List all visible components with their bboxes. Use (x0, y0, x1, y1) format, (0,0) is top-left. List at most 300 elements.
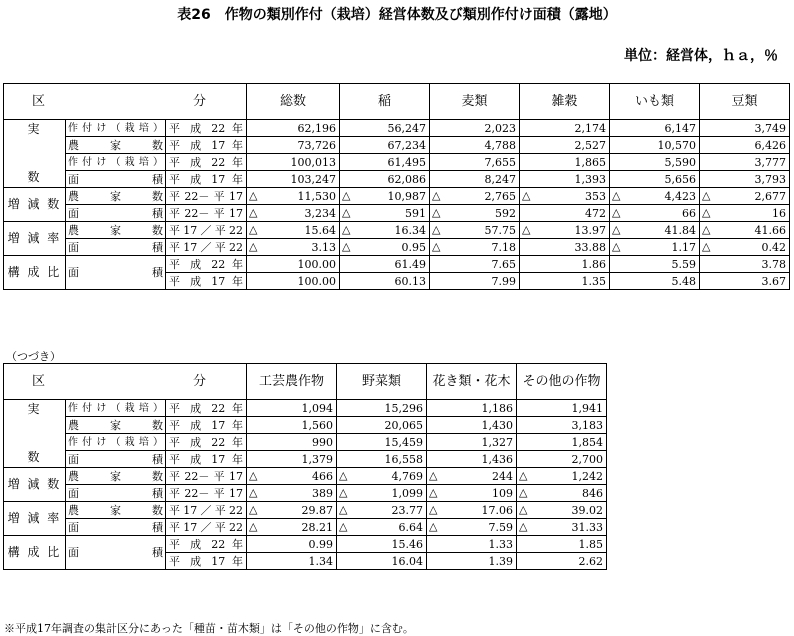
data-cell (520, 120, 610, 137)
data-cell (247, 273, 340, 290)
data-cell (337, 502, 427, 519)
cell-value: 6,147 (664, 121, 697, 135)
cell-value: 7.99 (491, 274, 517, 288)
cell-value: 103,247 (290, 172, 337, 186)
cell-value: 15,296 (384, 401, 424, 415)
row-label: 作付け（栽培） (66, 434, 166, 451)
data-cell (337, 417, 427, 434)
data-cell (427, 451, 517, 468)
data-cell (520, 239, 610, 256)
data-cell (247, 468, 337, 485)
row-label: 作付け（栽培） (66, 154, 166, 171)
data-cell (517, 485, 607, 502)
data-cell (340, 137, 430, 154)
cell-value: 3,793 (754, 172, 787, 186)
cell-value: 2.62 (578, 554, 604, 568)
year-label: 平 成 17 年 (166, 273, 247, 290)
data-cell (427, 468, 517, 485)
data-cell (247, 519, 337, 536)
cell-value: 39.02 (571, 503, 604, 517)
cell-value: 1.86 (581, 257, 607, 271)
cell-value: 100,013 (290, 155, 337, 169)
data-cell (610, 171, 700, 188)
data-cell (247, 205, 340, 222)
negative-marker: △ (429, 503, 438, 516)
cell-value: 61.49 (394, 257, 427, 271)
data-cell (430, 239, 520, 256)
table-row (4, 519, 607, 536)
cell-value: 20,065 (384, 418, 424, 432)
data-cell (610, 239, 700, 256)
footnote: ※平成17年調査の集計区分にあった「種苗・苗木類」は「その他の作物」に含む。 (4, 622, 414, 635)
negative-marker: △ (519, 503, 528, 516)
column-header: 稲 (340, 84, 430, 120)
cell-value: 1,327 (481, 435, 514, 449)
year-label: 平 成 22 年 (166, 400, 247, 417)
cell-value: 15.46 (391, 537, 424, 551)
cell-value: 5.59 (671, 257, 697, 271)
year-label: 平22－平17 (166, 205, 247, 222)
cell-value: 3,234 (304, 206, 337, 220)
table-row (4, 485, 607, 502)
negative-marker: △ (249, 206, 258, 219)
data-cell (247, 400, 337, 417)
data-cell (430, 154, 520, 171)
data-cell (517, 400, 607, 417)
data-cell (700, 205, 790, 222)
negative-marker: △ (432, 223, 441, 236)
cont-header-row (4, 364, 607, 400)
data-cell (430, 188, 520, 205)
header-bun: 分 (66, 84, 247, 120)
header-ku: 区 (4, 84, 66, 120)
column-header: 花き類・花木 (427, 364, 517, 400)
negative-marker: △ (702, 189, 711, 202)
group-jitsusuu (4, 120, 66, 188)
data-cell (520, 137, 610, 154)
negative-marker: △ (522, 223, 531, 236)
cell-value: 7.65 (491, 257, 517, 271)
data-cell (247, 256, 340, 273)
data-cell (427, 417, 517, 434)
cell-value: 7.59 (488, 520, 514, 534)
group-kousei-hi: 構 成 比 (4, 256, 66, 290)
column-header: いも類 (610, 84, 700, 120)
year-label: 平 成 22 年 (166, 120, 247, 137)
negative-marker: △ (249, 189, 258, 202)
cell-value: 1,186 (481, 401, 514, 415)
cell-value: 15.64 (304, 223, 337, 237)
data-cell (337, 468, 427, 485)
row-label: 面 積 (66, 239, 166, 256)
year-label: 平 成 22 年 (166, 536, 247, 553)
cell-value: 466 (312, 469, 334, 483)
table-row (4, 205, 790, 222)
negative-marker: △ (429, 486, 438, 499)
cell-value: 60.13 (394, 274, 427, 288)
cell-value: 1,393 (574, 172, 607, 186)
cell-value: 3.13 (311, 240, 337, 254)
negative-marker: △ (522, 189, 531, 202)
cell-value: 2,023 (484, 121, 517, 135)
data-cell (247, 171, 340, 188)
group-jitsusuu (4, 400, 66, 468)
cell-value: 2,677 (754, 189, 787, 203)
table-row (4, 468, 607, 485)
negative-marker: △ (519, 469, 528, 482)
header-bun: 分 (66, 364, 247, 400)
data-cell (430, 205, 520, 222)
data-cell (247, 485, 337, 502)
cell-value: 1,560 (301, 418, 334, 432)
data-cell (517, 536, 607, 553)
cell-value: 61,495 (387, 155, 427, 169)
data-cell (520, 273, 610, 290)
row-label: 面 積 (66, 171, 166, 188)
cell-value: 109 (492, 486, 514, 500)
data-cell (340, 120, 430, 137)
cell-value: 1.33 (488, 537, 514, 551)
data-cell (340, 256, 430, 273)
data-cell (610, 205, 700, 222)
table-row (4, 222, 790, 239)
main-table (3, 83, 790, 290)
table-title: 表26 作物の類別作付（栽培）経営体数及び類別作付け面積（露地） (177, 7, 617, 23)
cell-value: 0.99 (308, 537, 334, 551)
cell-value: 8,247 (484, 172, 517, 186)
cell-value: 3,777 (754, 155, 787, 169)
data-cell (340, 171, 430, 188)
cell-value: 11,530 (297, 189, 337, 203)
table-row (4, 171, 790, 188)
cell-value: 29.87 (301, 503, 334, 517)
cell-value: 41.84 (664, 223, 697, 237)
negative-marker: △ (339, 469, 348, 482)
cell-value: 1.85 (578, 537, 604, 551)
data-cell (700, 239, 790, 256)
cell-value: 0.95 (401, 240, 427, 254)
table-row (4, 188, 790, 205)
unit-label: 単位：経営体，ｈａ，％ (624, 48, 778, 64)
cell-value: 23.77 (391, 503, 424, 517)
data-cell (520, 222, 610, 239)
cell-value: 1,430 (481, 418, 514, 432)
cell-value: 472 (585, 206, 607, 220)
cell-value: 6,426 (754, 138, 787, 152)
data-cell (520, 188, 610, 205)
data-cell (337, 400, 427, 417)
table-row (4, 434, 607, 451)
negative-marker: △ (429, 520, 438, 533)
data-cell (340, 273, 430, 290)
group-kousei-hi: 構 成 比 (4, 536, 66, 570)
cell-value: 4,769 (391, 469, 424, 483)
data-cell (427, 536, 517, 553)
data-cell (517, 502, 607, 519)
table-row (4, 417, 607, 434)
data-cell (430, 256, 520, 273)
cell-value: 4,423 (664, 189, 697, 203)
data-cell (520, 205, 610, 222)
column-header: 野菜類 (337, 364, 427, 400)
row-label: 面 積 (66, 485, 166, 502)
main-header-row (4, 84, 790, 120)
cell-value: 62,196 (297, 121, 337, 135)
year-label: 平 成 17 年 (166, 451, 247, 468)
data-cell (517, 434, 607, 451)
cell-value: 990 (312, 435, 334, 449)
cell-value: 591 (405, 206, 427, 220)
cell-value: 2,700 (571, 452, 604, 466)
cell-value: 5,656 (664, 172, 697, 186)
data-cell (430, 273, 520, 290)
group-label-top: 実 (27, 122, 42, 136)
row-label: 農 家 数 (66, 222, 166, 239)
data-cell (337, 536, 427, 553)
cell-value: 10,570 (657, 138, 697, 152)
year-label: 平22－平17 (166, 485, 247, 502)
negative-marker: △ (339, 520, 348, 533)
data-cell (340, 239, 430, 256)
group-zougen-suu: 増 減 数 (4, 468, 66, 502)
table-row (4, 502, 607, 519)
group-label-bottom: 数 (27, 450, 42, 464)
column-header: 工芸農作物 (247, 364, 337, 400)
cell-value: 28.21 (301, 520, 334, 534)
data-cell (520, 154, 610, 171)
cell-value: 1,379 (301, 452, 334, 466)
data-cell (427, 502, 517, 519)
data-cell (610, 120, 700, 137)
data-cell (427, 485, 517, 502)
data-cell (427, 553, 517, 570)
row-label: 農 家 数 (66, 188, 166, 205)
year-label: 平17／平22 (166, 222, 247, 239)
data-cell (430, 222, 520, 239)
cell-value: 13.97 (574, 223, 607, 237)
cell-value: 67,234 (387, 138, 427, 152)
negative-marker: △ (339, 503, 348, 516)
data-cell (517, 468, 607, 485)
data-cell (247, 137, 340, 154)
row-label: 面 積 (66, 256, 166, 290)
data-cell (247, 222, 340, 239)
table-row (4, 239, 790, 256)
negative-marker: △ (249, 223, 258, 236)
negative-marker: △ (702, 240, 711, 253)
data-cell (427, 400, 517, 417)
row-label: 面 積 (66, 536, 166, 570)
negative-marker: △ (519, 486, 528, 499)
negative-marker: △ (519, 520, 528, 533)
cell-value: 41.66 (754, 223, 787, 237)
table-row (4, 256, 790, 273)
data-cell (700, 188, 790, 205)
negative-marker: △ (429, 469, 438, 482)
negative-marker: △ (249, 520, 258, 533)
negative-marker: △ (702, 206, 711, 219)
negative-marker: △ (702, 223, 711, 236)
cell-value: 7,655 (484, 155, 517, 169)
year-label: 平 成 22 年 (166, 434, 247, 451)
cell-value: 16,558 (384, 452, 424, 466)
data-cell (337, 434, 427, 451)
cell-value: 353 (585, 189, 607, 203)
negative-marker: △ (342, 206, 351, 219)
cell-value: 1,436 (481, 452, 514, 466)
data-cell (700, 120, 790, 137)
row-label: 面 積 (66, 451, 166, 468)
data-cell (610, 188, 700, 205)
cell-value: 2,174 (574, 121, 607, 135)
cell-value: 5,590 (664, 155, 697, 169)
cell-value: 2,527 (574, 138, 607, 152)
column-header: その他の作物 (517, 364, 607, 400)
cell-value: 3,749 (754, 121, 787, 135)
cell-value: 33.88 (574, 240, 607, 254)
cell-value: 1,865 (574, 155, 607, 169)
negative-marker: △ (249, 240, 258, 253)
data-cell (700, 137, 790, 154)
year-label: 平 成 17 年 (166, 553, 247, 570)
cell-value: 1.17 (671, 240, 697, 254)
negative-marker: △ (432, 240, 441, 253)
negative-marker: △ (249, 469, 258, 482)
data-cell (427, 519, 517, 536)
data-cell (247, 502, 337, 519)
negative-marker: △ (342, 240, 351, 253)
group-label-top: 実 (27, 402, 42, 416)
cell-value: 66 (682, 206, 697, 220)
cell-value: 3.67 (761, 274, 787, 288)
data-cell (700, 154, 790, 171)
row-label: 農 家 数 (66, 502, 166, 519)
cell-value: 7.18 (491, 240, 517, 254)
row-label: 作付け（栽培） (66, 120, 166, 137)
data-cell (520, 171, 610, 188)
data-cell (340, 154, 430, 171)
negative-marker: △ (432, 206, 441, 219)
table-row (4, 400, 607, 417)
cell-value: 244 (492, 469, 514, 483)
column-header: 麦類 (430, 84, 520, 120)
cell-value: 16.04 (391, 554, 424, 568)
cell-value: 4,788 (484, 138, 517, 152)
data-cell (337, 451, 427, 468)
data-cell (520, 256, 610, 273)
negative-marker: △ (612, 223, 621, 236)
cell-value: 62,086 (387, 172, 427, 186)
cell-value: 16.34 (394, 223, 427, 237)
row-label: 作付け（栽培） (66, 400, 166, 417)
column-header: 雑穀 (520, 84, 610, 120)
cell-value: 3,183 (571, 418, 604, 432)
table-row (4, 536, 607, 553)
header-ku: 区 (4, 364, 66, 400)
column-header: 豆類 (700, 84, 790, 120)
year-label: 平17／平22 (166, 239, 247, 256)
cell-value: 17.06 (481, 503, 514, 517)
data-cell (700, 222, 790, 239)
year-label: 平 成 17 年 (166, 417, 247, 434)
year-label: 平22－平17 (166, 188, 247, 205)
data-cell (247, 451, 337, 468)
group-label-bottom: 数 (27, 170, 42, 184)
cell-value: 1,941 (571, 401, 604, 415)
data-cell (427, 434, 517, 451)
data-cell (340, 188, 430, 205)
cell-value: 1,854 (571, 435, 604, 449)
table-row (4, 154, 790, 171)
data-cell (610, 256, 700, 273)
year-label: 平17／平22 (166, 502, 247, 519)
data-cell (430, 137, 520, 154)
cell-value: 1.35 (581, 274, 607, 288)
cell-value: 73,726 (297, 138, 337, 152)
cell-value: 3.78 (761, 257, 787, 271)
data-cell (337, 553, 427, 570)
data-cell (247, 536, 337, 553)
cell-value: 5.48 (671, 274, 697, 288)
cell-value: 2,765 (484, 189, 517, 203)
negative-marker: △ (342, 189, 351, 202)
data-cell (610, 222, 700, 239)
year-label: 平 成 17 年 (166, 171, 247, 188)
data-cell (517, 417, 607, 434)
cell-value: 389 (312, 486, 334, 500)
data-cell (247, 120, 340, 137)
cell-value: 31.33 (571, 520, 604, 534)
negative-marker: △ (249, 486, 258, 499)
data-cell (610, 273, 700, 290)
negative-marker: △ (339, 486, 348, 499)
row-label: 農 家 数 (66, 417, 166, 434)
data-cell (430, 120, 520, 137)
data-cell (247, 154, 340, 171)
data-cell (700, 256, 790, 273)
data-cell (340, 205, 430, 222)
row-label: 農 家 数 (66, 468, 166, 485)
data-cell (247, 434, 337, 451)
cell-value: 846 (582, 486, 604, 500)
data-cell (430, 171, 520, 188)
cell-value: 0.42 (761, 240, 787, 254)
table-row (4, 120, 790, 137)
cell-value: 15,459 (384, 435, 424, 449)
year-label: 平 成 17 年 (166, 137, 247, 154)
data-cell (337, 485, 427, 502)
cell-value: 100.00 (297, 274, 337, 288)
year-label: 平22－平17 (166, 468, 247, 485)
table-row (4, 137, 790, 154)
negative-marker: △ (342, 223, 351, 236)
row-label: 面 積 (66, 205, 166, 222)
negative-marker: △ (249, 503, 258, 516)
column-header: 総数 (247, 84, 340, 120)
cell-value: 592 (495, 206, 517, 220)
table-row (4, 451, 607, 468)
cell-value: 1.39 (488, 554, 514, 568)
cell-value: 1,094 (301, 401, 334, 415)
data-cell (247, 417, 337, 434)
cell-value: 6.64 (398, 520, 424, 534)
negative-marker: △ (612, 206, 621, 219)
cell-value: 16 (772, 206, 787, 220)
data-cell (700, 273, 790, 290)
data-cell (517, 553, 607, 570)
data-cell (700, 171, 790, 188)
cell-value: 57.75 (484, 223, 517, 237)
